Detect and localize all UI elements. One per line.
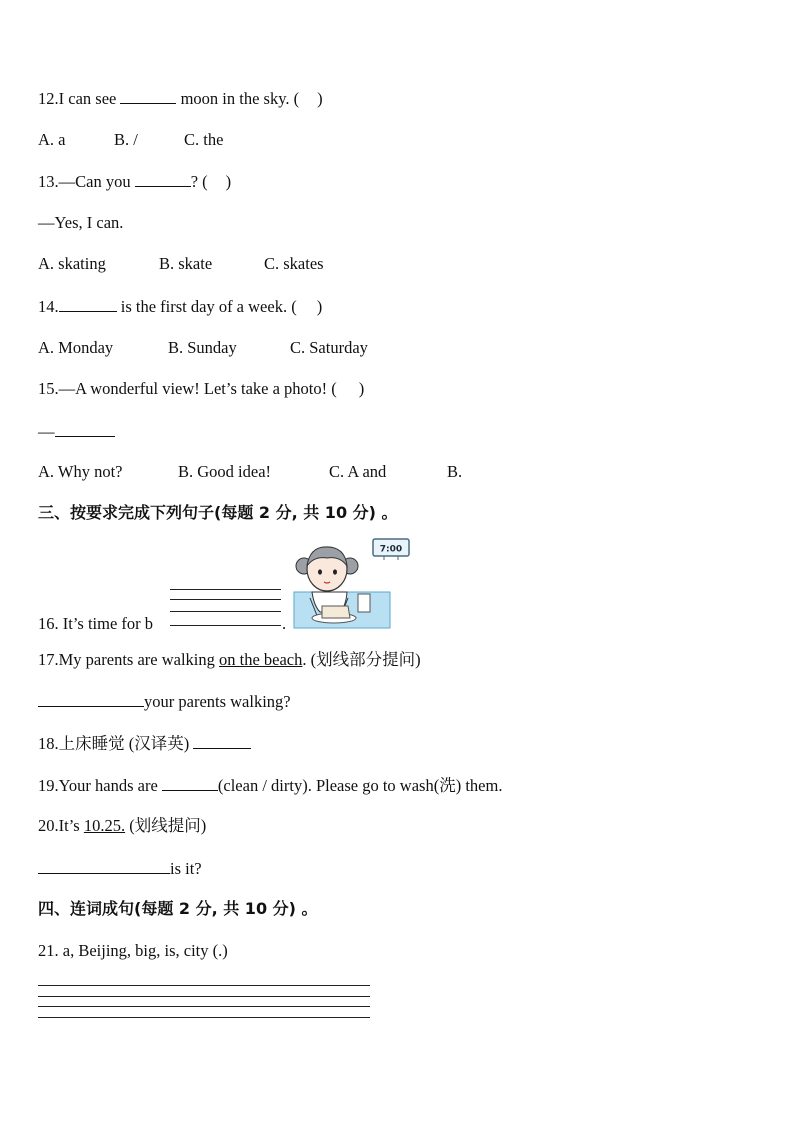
answer-text: is it? [170, 859, 202, 878]
paren-close: ) [316, 297, 323, 316]
writing-line[interactable] [38, 985, 370, 986]
answer-line-13: —Yes, I can. [38, 213, 124, 232]
writing-line[interactable] [38, 996, 370, 997]
question-18 [38, 733, 251, 754]
answer-text: your parents walking? [144, 692, 291, 711]
girl-breakfast-image [292, 536, 414, 630]
question-number: 21. [38, 941, 59, 960]
question-text-pre: I can see [58, 89, 117, 108]
dash: — [58, 172, 76, 191]
question-17 [38, 650, 421, 670]
question-text: —A wonderful view! Let’s take a photo! ( [58, 379, 337, 398]
question-number: 14. [38, 297, 59, 316]
answer-blank[interactable] [38, 691, 144, 707]
question-15 [38, 379, 364, 399]
option-c[interactable]: C. A and [329, 462, 387, 481]
section-3-heading: 三、按要求完成下列句子(每题 2 分, 共 10 分) 。 [38, 503, 398, 522]
question-number: 15. [38, 379, 59, 398]
answer-blank[interactable] [55, 421, 115, 437]
question-number: 17. [38, 650, 59, 669]
question-text: It’s time for b [62, 614, 154, 633]
writing-line[interactable] [170, 625, 281, 626]
options-12 [38, 130, 223, 150]
options-15 [38, 462, 462, 482]
question-text-post: is the first day of a week. ( [120, 297, 297, 316]
option-c[interactable]: C. the [184, 130, 224, 149]
question-13 [38, 171, 231, 192]
writing-line[interactable] [170, 611, 281, 612]
dash: — [38, 422, 55, 441]
question-19 [38, 775, 502, 796]
question-text-post: (clean / dirty). Please go to wash(洗) them. [217, 776, 503, 795]
answer-line-17 [38, 691, 291, 712]
answer-blank[interactable] [59, 296, 117, 312]
question-14 [38, 296, 322, 317]
answer-blank[interactable] [135, 171, 191, 187]
answer-blank[interactable] [193, 733, 251, 749]
clock-time: 7:00 [379, 544, 403, 555]
option-b[interactable]: B. / [114, 130, 138, 149]
question-text-post: (划线提问) [125, 816, 207, 835]
question-text-post: . (划线部分提问) [302, 650, 421, 669]
options-13 [38, 254, 324, 274]
answer-blank[interactable] [38, 858, 170, 874]
question-number: 12. [38, 89, 59, 108]
option-a[interactable]: A. Monday [38, 338, 114, 357]
answer-line-15 [38, 421, 115, 442]
question-text: 上床睡觉 (汉译英) [58, 734, 190, 753]
question-16 [38, 614, 153, 634]
question-number: 18. [38, 734, 59, 753]
question-text-pre: It’s [58, 816, 84, 835]
question-text-pre: Can you [75, 172, 131, 191]
question-number: 19. [38, 776, 59, 795]
underlined-phrase: on the beach [219, 650, 303, 669]
option-b[interactable]: B. Good idea! [178, 462, 272, 481]
question-20 [38, 816, 206, 836]
writing-line[interactable] [170, 589, 281, 590]
option-b[interactable]: B. skate [159, 254, 213, 273]
option-b[interactable]: B. Sunday [168, 338, 237, 357]
answer-blank[interactable] [120, 88, 176, 104]
option-c[interactable]: C. skates [264, 254, 324, 273]
option-a[interactable]: A. skating [38, 254, 106, 273]
question-number: 16. [38, 614, 59, 633]
question-text-post: ? ( [190, 172, 208, 191]
question-text: a, Beijing, big, is, city (.) [58, 941, 228, 960]
writing-line[interactable] [38, 1006, 370, 1007]
breakfast-illustration [292, 536, 414, 630]
answer-line-20 [38, 858, 202, 879]
question-text-post: moon in the sky. ( [180, 89, 300, 108]
answer-blank[interactable] [162, 775, 218, 791]
writing-line[interactable] [170, 599, 281, 600]
options-14 [38, 338, 368, 358]
option-a[interactable]: A. Why not? [38, 462, 123, 481]
question-16-period: . [282, 614, 287, 633]
option-a[interactable]: A. a [38, 130, 66, 149]
question-text-pre: Your hands are [58, 776, 158, 795]
section-4-heading: 四、连词成句(每题 2 分, 共 10 分) 。 [38, 899, 318, 918]
question-number: 13. [38, 172, 59, 191]
paren-close: ) [317, 89, 323, 108]
underlined-phrase: 10.25. [83, 816, 126, 835]
option-d[interactable]: B. [447, 462, 463, 481]
question-text-pre: My parents are walking [58, 650, 219, 669]
paren-close: ) [358, 379, 365, 398]
question-12 [38, 88, 323, 109]
question-21 [38, 941, 228, 961]
option-c[interactable]: C. Saturday [290, 338, 368, 357]
question-number: 20. [38, 816, 59, 835]
paren-close: ) [225, 172, 232, 191]
writing-line[interactable] [38, 1017, 370, 1018]
